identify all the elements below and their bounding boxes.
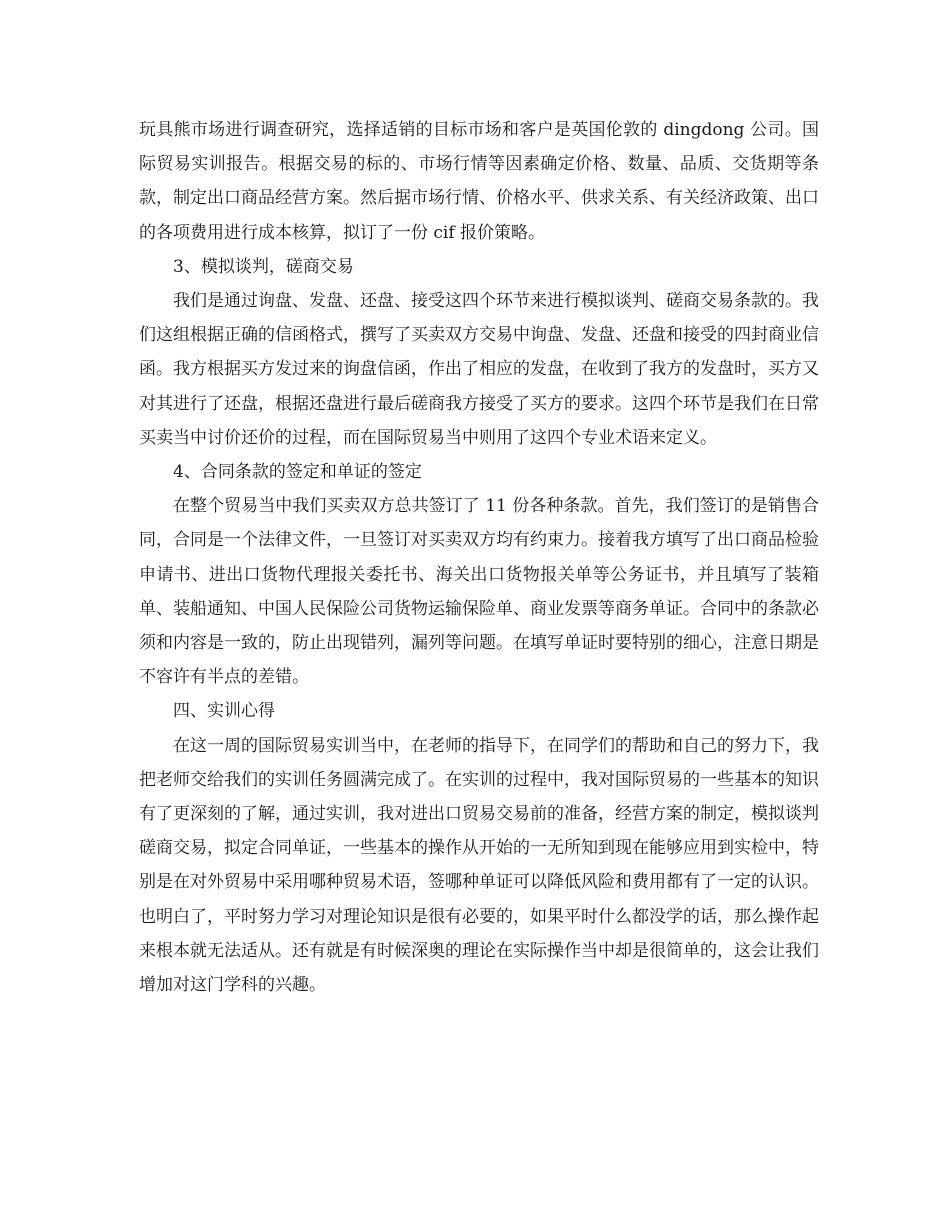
paragraph-negotiation: 我们是通过询盘、发盘、还盘、接受这四个环节来进行模拟谈判、磋商交易条款的。我们这组根据正确的信函格式，撰写了买卖双方交易中询盘、发盘、还盘和接受的四封商业信函。我方根据买方发过来的询盘信函，作出了相应的发盘，在收到了我方的发盘时，买方又对其进行了还盘，根据还盘进行最后磋商我方接受了买方的要求。这四个环节是我们在日常买卖当中讨价还价的过程，而在国际贸易当中则用了这四个专业术语来定义。 — [139, 291, 819, 448]
section-heading-contract: 4、合同条款的签定和单证的签定 — [173, 462, 422, 483]
paragraph-market-research: 玩具熊市场进行调查研究，选择适销的目标市场和客户是英国伦敦的 dingdong 公司。国际贸易实训报告。根据交易的标的、市场行情等因素确定价格、数量、品质、交货期等条款，制定出口商品经营方案。然后据市场行情、价格水平、供求关系、有关经济政策、出口的各项费用进行成本核算，拟订了一份 cif 报价策略。 — [139, 120, 819, 243]
document-body — [139, 113, 819, 1002]
section-heading-negotiation: 3、模拟谈判，磋商交易 — [173, 256, 354, 277]
section-heading-reflection: 四、实训心得 — [173, 701, 275, 722]
paragraph-contract: 在整个贸易当中我们买卖双方总共签订了 11 份各种条款。首先，我们签订的是销售合同，合同是一个法律文件，一旦签订对买卖双方均有约束力。接着我方填写了出口商品检验申请书、进出口货物代理报关委托书、海关出口货物报关单等公务证书，并且填写了装箱单、装船通知、中国人民保险公司货物运输保险单、商业发票等商务单证。合同中的条款必须和内容是一致的，防止出现错列，漏列等问题。在填写单证时要特别的细心，注意日期是不容许有半点的差错。 — [139, 496, 819, 688]
paragraph-reflection: 在这一周的国际贸易实训当中，在老师的指导下，在同学们的帮助和自己的努力下，我把老师交给我们的实训任务圆满完成了。在实训的过程中，我对国际贸易的一些基本的知识有了更深刻的了解，通过实训，我对进出口贸易交易前的准备，经营方案的制定，模拟谈判磋商交易，拟定合同单证，一些基本的操作从开始的一无所知到现在能够应用到实检中，特别是在对外贸易中采用哪种贸易术语，签哪种单证可以降低风险和费用都有了一定的认识。也明白了，平时努力学习对理论知识是很有必要的，如果平时什么都没学的话，那么操作起来根本就无法适从。还有就是有时候深奥的理论在实际操作当中却是很简单的，这会让我们增加对这门学科的兴趣。 — [139, 735, 819, 996]
